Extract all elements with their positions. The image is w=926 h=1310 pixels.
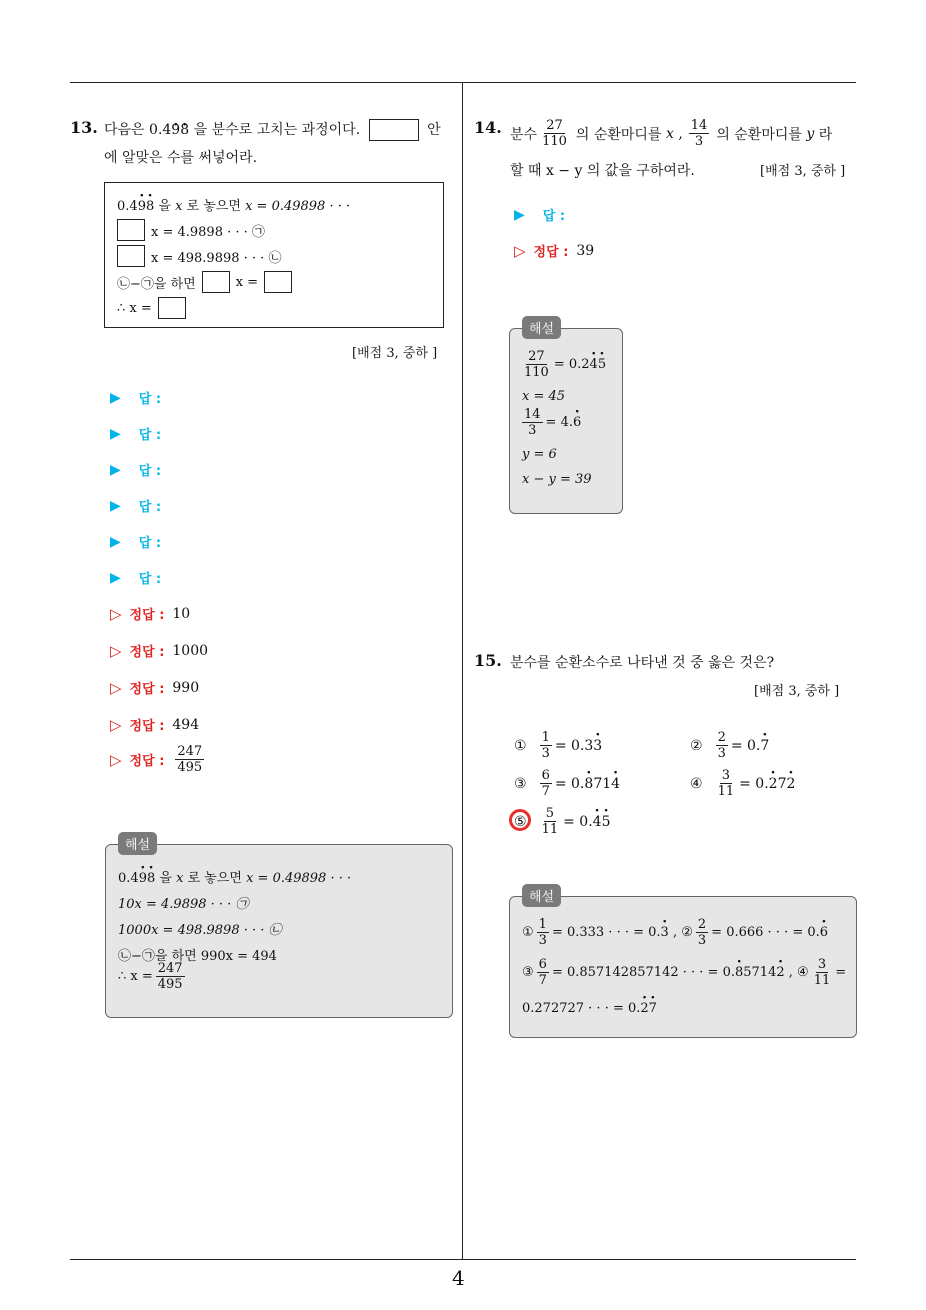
q13-blank-5 [158, 297, 186, 319]
page-number: 4 [452, 1266, 465, 1290]
solution-value: 10 [172, 605, 191, 622]
explanation-tag: 해설 [522, 316, 561, 339]
q15-number: 15. [474, 651, 502, 670]
q15-explanation-panel [509, 890, 857, 1038]
solution-label: 정답 : [129, 719, 165, 734]
answer-label: 답 : [138, 428, 162, 443]
q14-question-line2: 할 때 x − y 의 값을 구하여라. [510, 163, 695, 179]
q14-exp-line5: x − y = 39 [522, 472, 592, 487]
q13-exp-line3: 1000x = 498.9898 · · · ㉡ [118, 923, 282, 938]
q13-box-line5-text: ∴ x = [117, 300, 152, 316]
solution-value: 1000 [172, 642, 209, 659]
q15-exp-line3: 0.272727 · · · = 0.2 ·7 · [522, 1001, 657, 1016]
q13-blank-2 [117, 245, 145, 267]
q13-box-line1: 0.49 ·8 · 을 x 로 놓으면 x = 0.49898 · · · [117, 195, 350, 214]
answer-triangle-icon: ▶ [110, 389, 121, 406]
q13-solution-row [110, 604, 190, 623]
q13-answer-row [110, 388, 161, 407]
solution-label: 정답 : [129, 682, 165, 697]
q15-choice-3[interactable]: ③ $\frac{6}{7}$ = 0.8 ·714 · [514, 768, 620, 799]
q13-box-line5 [117, 297, 186, 319]
answer-label: 답 : [138, 464, 162, 479]
q14-exp-line4: y = 6 [522, 447, 557, 462]
q14-solution-row [514, 241, 594, 260]
q13-box-line4-x: x = [235, 274, 259, 290]
q15-question: 분수를 순환소수로 나타낸 것 중 옳은 것은? [510, 655, 775, 671]
q14-fraction-1: $\frac{27}{110}$ [542, 118, 567, 149]
answer-label: 답 : [138, 536, 162, 551]
q15-score: [배점 3, 중하 ] [754, 684, 840, 699]
q14-exp-line3: $\frac{14}{3}$ = 4.6 · [522, 407, 581, 438]
q14-fraction-2: $\frac{14}{3}$ [690, 118, 708, 149]
q14-answer-row [514, 205, 565, 224]
q13-problem-box [104, 182, 444, 328]
q13-box-line3-text: x = 498.9898 · · · ㉡ [151, 250, 282, 266]
q13-score: [배점 3, 중하 ] [352, 346, 438, 361]
q13-explanation-panel [105, 838, 453, 1018]
solution-triangle-icon: ▷ [110, 750, 122, 769]
q13-solution-row [110, 641, 208, 660]
explanation-tag: 해설 [522, 884, 561, 907]
answer-triangle-icon: ▶ [110, 461, 121, 478]
answer-label: 답 : [542, 209, 566, 224]
q13-blank-3 [202, 271, 230, 293]
q13-solution-row [110, 744, 207, 775]
solution-label: 정답 : [129, 645, 165, 660]
solution-triangle-icon: ▷ [110, 641, 122, 660]
bottom-rule [70, 1259, 856, 1260]
q14-question-line1: 분수 $\frac{27}{110}$ 의 순환마디를 x , $\frac{14}{3}$ 의 순환마디를 y 라 [510, 118, 833, 149]
solution-label: 정답 : [533, 245, 569, 260]
answer-triangle-icon: ▶ [110, 497, 121, 514]
q13-answer-row [110, 532, 161, 551]
solution-triangle-icon: ▷ [110, 678, 122, 697]
q13-text-post: 을 분수로 고치는 과정이다. [193, 122, 361, 138]
q15-choice-1[interactable]: ① $\frac{1}{3}$ = 0.33 · [514, 730, 602, 761]
q13-box-line2 [117, 219, 265, 241]
q13-box-eq: x = 0.49898 · · · [245, 199, 351, 214]
q14-exp-line1: $\frac{27}{110}$ = 0.24 ·5 · [522, 349, 606, 380]
solution-fraction: $\frac{247}{495}$ [177, 744, 203, 775]
q14-explanation-panel [509, 322, 623, 514]
q13-exp-line5: ∴ x = $\frac{247}{495}$ [118, 961, 183, 992]
q13-answer-row [110, 460, 161, 479]
q13-box-line4 [117, 271, 292, 293]
correct-answer-circle-icon: ⑤ [514, 813, 527, 830]
q15-choice-5[interactable]: ⑤ $\frac{5}{11}$ = 0.4 ·5 · [514, 806, 611, 837]
answer-label: 답 : [138, 392, 162, 407]
q15-exp-line2: ③ $\frac{6}{7}$ = 0.857142857142 · · · = 0.8 ·57142 · , ④ $\frac{3}{11}$ = [522, 957, 846, 988]
q13-blank-4 [264, 271, 292, 293]
explanation-tag: 해설 [118, 832, 157, 855]
q15-choice-4[interactable]: ④ $\frac{3}{11}$ = 0.2 ·72 · [690, 768, 795, 799]
q13-box-line4-pre: ㉡−㉠을 하면 [117, 276, 196, 292]
q13-text-pre: 다음은 [104, 122, 145, 138]
solution-value: 494 [172, 716, 200, 733]
q14-number: 14. [474, 118, 502, 137]
q14-score: [배점 3, 중하 ] [760, 164, 846, 179]
q13-solution-row [110, 715, 199, 734]
q13-exp-line4: ㉡−㉠을 하면 990x = 494 [118, 949, 277, 964]
answer-triangle-icon: ▶ [110, 425, 121, 442]
solution-triangle-icon: ▷ [110, 715, 122, 734]
q13-answer-row [110, 568, 161, 587]
column-divider [462, 82, 463, 1260]
q15-choice-2[interactable]: ② $\frac{2}{3}$ = 0.7 · [690, 730, 769, 761]
solution-label: 정답 : [129, 754, 165, 769]
q13-answer-row [110, 496, 161, 515]
q13-exp-line1: 0.49 ·8 · 을 x 로 놓으면 x = 0.49898 · · · [118, 867, 351, 886]
answer-triangle-icon: ▶ [110, 569, 121, 586]
answer-label: 답 : [138, 572, 162, 587]
q13-answer-row [110, 424, 161, 443]
q13-box-mid: 로 놓으면 [186, 199, 241, 214]
q13-solution-row [110, 678, 199, 697]
answer-triangle-icon: ▶ [110, 533, 121, 550]
solution-value: 39 [576, 242, 595, 259]
q15-exp-line1: ① $\frac{1}{3}$ = 0.333 · · · = 0.3 · , ② $\frac{2}{3}$ = 0.666 · · · = 0.6 · [522, 917, 828, 948]
solution-label: 정답 : [129, 608, 165, 623]
q13-blank-inline [369, 119, 419, 141]
q13-question-line1 [104, 116, 441, 144]
q14-exp-line2: x = 45 [522, 389, 566, 404]
q13-text-end: 안 [427, 122, 441, 138]
q13-question-line2: 에 알맞은 수를 써넣어라. [104, 150, 258, 166]
q13-blank-1 [117, 219, 145, 241]
solution-triangle-icon: ▷ [110, 604, 122, 623]
answer-triangle-icon: ▶ [514, 206, 525, 223]
answer-label: 답 : [138, 500, 162, 515]
q13-box-line2-text: x = 4.9898 · · · ㉠ [151, 224, 265, 240]
q13-box-line3 [117, 245, 281, 267]
q13-decimal: 0.49 ·8 · [149, 122, 189, 138]
solution-value: 990 [172, 679, 200, 696]
top-rule [70, 82, 856, 83]
q13-exp-line2: 10x = 4.9898 · · · ㉠ [118, 897, 249, 912]
q13-number: 13. [70, 118, 98, 137]
solution-triangle-icon: ▷ [514, 241, 526, 260]
q13-box-x: x [175, 199, 183, 214]
